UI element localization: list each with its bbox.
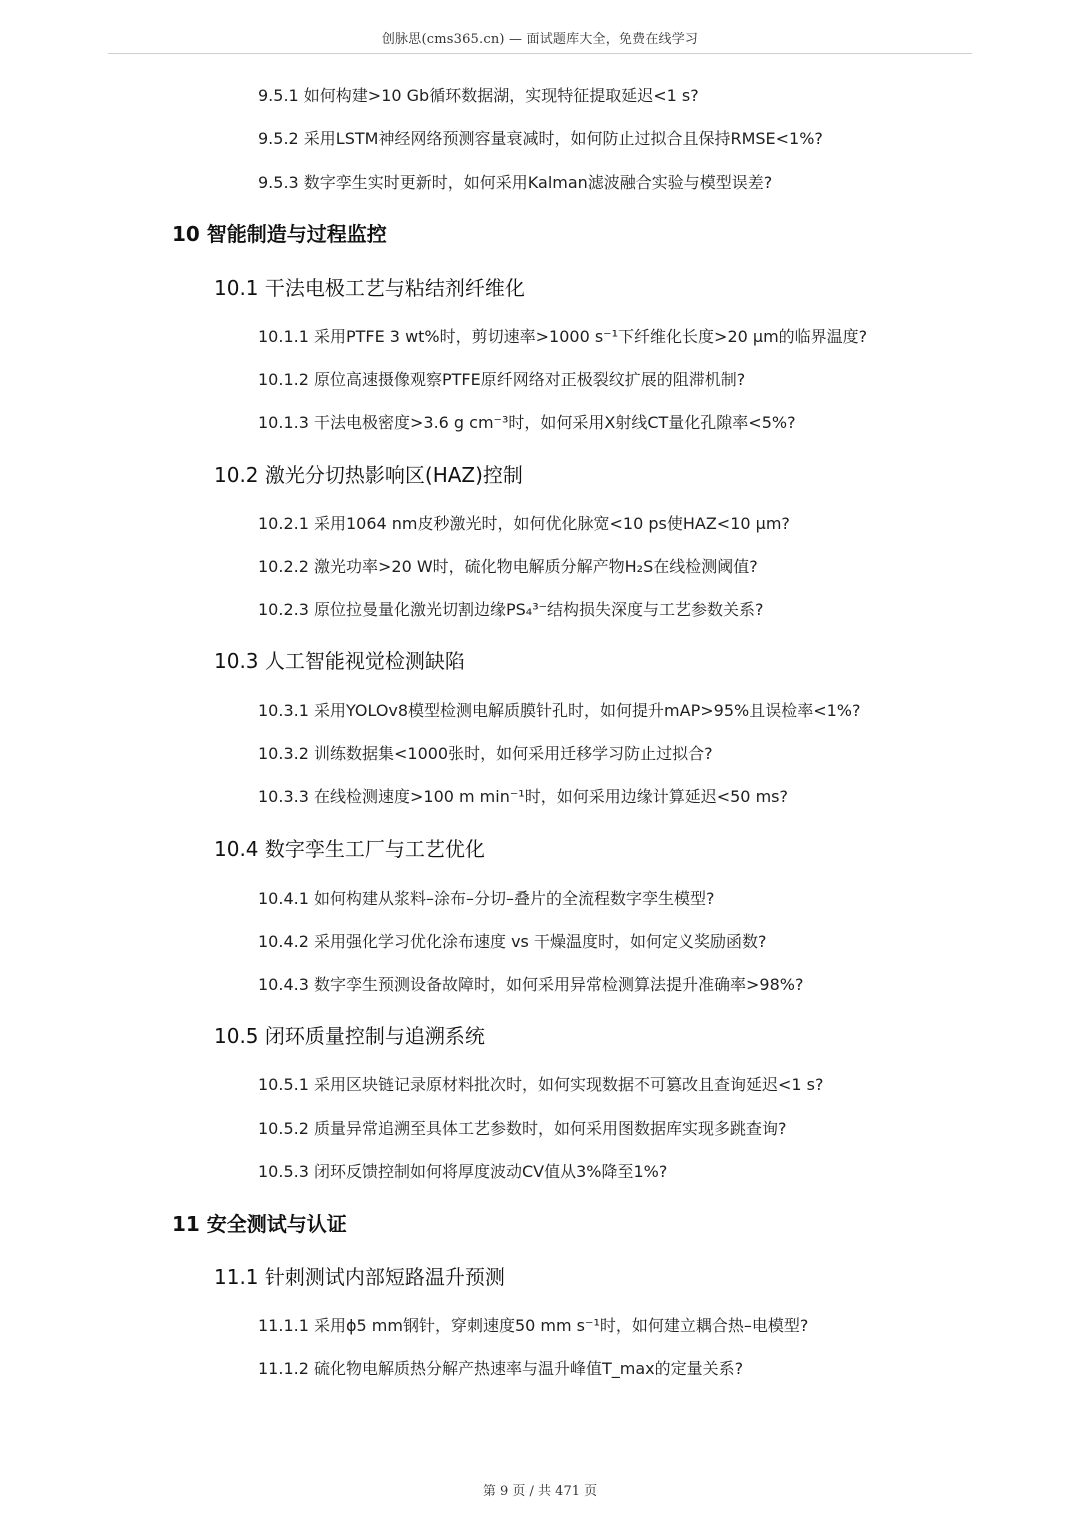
section-heading: 10.4 数字孪生工厂与工艺优化 (214, 837, 485, 861)
question-item: 9.5.3 数字孪生实时更新时，如何采用Kalman滤波融合实验与模型误差? (258, 173, 773, 192)
question-item: 10.2.3 原位拉曼量化激光切割边缘PS₄³⁻结构损失深度与工艺参数关系? (258, 600, 764, 619)
section-heading: 10.1 干法电极工艺与粘结剂纤维化 (214, 276, 525, 300)
section-heading: 10.2 激光分切热影响区(HAZ)控制 (214, 463, 523, 487)
page-footer: 第 9 页 / 共 471 页 (482, 1484, 598, 1499)
question-item: 10.5.2 质量异常追溯至具体工艺参数时，如何采用图数据库实现多跳查询? (258, 1119, 787, 1138)
page-header: 创脉思(cms365.cn) — 面试题库大全，免费在线学习 (381, 32, 699, 47)
question-item: 10.3.2 训练数据集<1000张时，如何采用迁移学习防止过拟合? (258, 744, 713, 763)
question-item: 10.2.1 采用1064 nm皮秒激光时，如何优化脉宽<10 ps使HAZ<10 μm? (258, 514, 790, 533)
header-divider (108, 53, 972, 54)
question-item: 11.1.2 硫化物电解质热分解产热速率与温升峰值T_max的定量关系? (258, 1359, 744, 1378)
question-item: 10.5.3 闭环反馈控制如何将厚度波动CV值从3%降至1%? (258, 1162, 668, 1181)
question-item: 10.1.2 原位高速摄像观察PTFE原纤网络对正极裂纹扩展的阻滞机制? (258, 370, 746, 389)
question-item: 10.3.1 采用YOLOv8模型检测电解质膜针孔时，如何提升mAP>95%且误检率<1%? (258, 701, 861, 720)
question-item: 10.4.2 采用强化学习优化涂布速度 vs 干燥温度时，如何定义奖励函数? (258, 932, 767, 951)
question-item: 9.5.2 采用LSTM神经网络预测容量衰减时，如何防止过拟合且保持RMSE<1%? (258, 129, 823, 148)
section-heading: 10.3 人工智能视觉检测缺陷 (214, 649, 465, 673)
question-item: 10.5.1 采用区块链记录原材料批次时，如何实现数据不可篡改且查询延迟<1 s? (258, 1075, 824, 1094)
question-item: 10.4.3 数字孪生预测设备故障时，如何采用异常检测算法提升准确率>98%? (258, 975, 804, 994)
chapter-heading: 10 智能制造与过程监控 (172, 222, 387, 246)
question-item: 11.1.1 采用ϕ5 mm钢针，穿刺速度50 mm s⁻¹时，如何建立耦合热–电模型? (258, 1316, 809, 1335)
chapter-heading: 11 安全测试与认证 (172, 1212, 347, 1236)
question-item: 10.4.1 如何构建从浆料–涂布–分切–叠片的全流程数字孪生模型? (258, 889, 715, 908)
section-heading: 10.5 闭环质量控制与追溯系统 (214, 1024, 485, 1048)
question-item: 10.1.3 干法电极密度>3.6 g cm⁻³时，如何采用X射线CT量化孔隙率<5%? (258, 413, 796, 432)
question-item: 10.1.1 采用PTFE 3 wt%时，剪切速率>1000 s⁻¹下纤维化长度>20 μm的临界温度? (258, 327, 868, 346)
question-item: 10.2.2 激光功率>20 W时，硫化物电解质分解产物H₂S在线检测阈值? (258, 557, 758, 576)
question-item: 9.5.1 如何构建>10 Gb循环数据湖，实现特征提取延迟<1 s? (258, 86, 699, 105)
question-item: 10.3.3 在线检测速度>100 m min⁻¹时，如何采用边缘计算延迟<50 ms? (258, 787, 788, 806)
section-heading: 11.1 针刺测试内部短路温升预测 (214, 1265, 505, 1289)
